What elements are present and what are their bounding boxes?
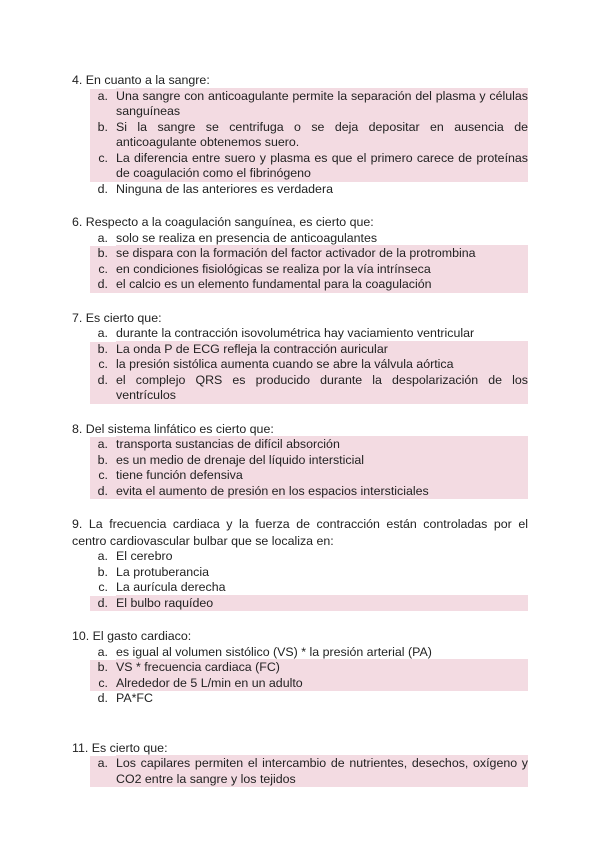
marker-gap: [108, 277, 116, 293]
answer-options: [72, 549, 528, 611]
marker-gap: [108, 676, 116, 692]
answer-option: [72, 549, 528, 565]
question-block: [72, 740, 528, 788]
answer-option: [72, 182, 528, 198]
option-text: evita el aumento de presión en los espacios intersticiales: [116, 484, 528, 500]
question-block: [72, 628, 528, 707]
marker-gap: [108, 756, 116, 787]
option-marker: b.: [90, 246, 108, 262]
answer-option: [72, 120, 528, 151]
option-marker: c.: [90, 151, 108, 182]
question-text: 9. La frecuencia cardiaca y la fuerza de contracción están controladas por el centro cardiovascular bulbar que se localiza en:: [72, 517, 528, 548]
answer-option: [72, 246, 528, 262]
answer-option: [72, 89, 528, 120]
question-text: 7. Es cierto que:: [72, 310, 162, 325]
answer-option: [72, 565, 528, 581]
marker-gap: [108, 453, 116, 469]
marker-gap: [108, 565, 116, 581]
option-text: La protuberancia: [116, 564, 209, 579]
answer-option: [72, 277, 528, 293]
marker-gap: [108, 262, 116, 278]
answer-option: [72, 645, 528, 661]
option-text: VS * frecuencia cardiaca (FC): [116, 660, 528, 676]
marker-gap: [108, 691, 116, 707]
marker-gap: [108, 484, 116, 500]
option-text: La onda P de ECG refleja la contracción auricular: [116, 342, 528, 358]
option-text: PA*FC: [116, 691, 153, 705]
option-marker: d.: [90, 596, 108, 612]
answer-option: [72, 453, 528, 469]
marker-gap: [108, 151, 116, 182]
option-text: El bulbo raquídeo: [116, 596, 528, 612]
answer-option: [72, 580, 528, 596]
option-marker: b.: [90, 120, 108, 151]
answer-option: [72, 231, 528, 247]
answer-options: [72, 437, 528, 499]
question-block: [72, 310, 528, 404]
option-text: la presión sistólica aumenta cuando se abre la válvula aórtica: [116, 357, 528, 373]
marker-gap: [108, 342, 116, 358]
option-text: El cerebro: [116, 549, 173, 563]
option-marker: a.: [97, 326, 108, 340]
option-text: La diferencia entre suero y plasma es que el primero carece de proteínas de coagulación como el fibrinógeno: [116, 150, 528, 180]
answer-option: [72, 151, 528, 182]
option-text: Una sangre con anticoagulante permite la separación del plasma y células sanguíneas: [116, 88, 528, 118]
option-marker: d.: [90, 373, 108, 404]
answer-option: [72, 468, 528, 484]
answer-option: [72, 357, 528, 373]
option-marker: b.: [90, 453, 108, 469]
answer-option: [72, 676, 528, 692]
question-text: 4. En cuanto a la sangre:: [72, 73, 210, 87]
option-marker: a.: [97, 549, 108, 563]
option-marker: d.: [90, 277, 108, 293]
answer-options: [72, 89, 528, 198]
marker-gap: [108, 549, 116, 565]
marker-gap: [108, 645, 116, 661]
option-text: se dispara con la formación del factor activador de la protrombina: [116, 246, 528, 262]
marker-gap: [108, 246, 116, 262]
answer-option: [72, 660, 528, 676]
marker-gap: [108, 468, 116, 484]
question-text: 10. El gasto cardiaco:: [72, 629, 192, 643]
option-text: es igual al volumen sistólico (VS) * la presión arterial (PA): [116, 644, 432, 659]
answer-options: [72, 756, 528, 787]
option-marker: c.: [90, 357, 108, 373]
option-text: el complejo QRS es producido durante la despolarización de los ventrículos: [116, 372, 528, 402]
question-text: 11. Es cierto que:: [72, 740, 168, 755]
option-text: en condiciones fisiológicas se realiza por la vía intrínseca: [116, 262, 528, 278]
marker-gap: [108, 326, 116, 342]
marker-gap: [108, 437, 116, 453]
marker-gap: [108, 580, 116, 596]
option-marker: a.: [97, 230, 108, 245]
marker-gap: [108, 120, 116, 151]
question-block: [72, 421, 528, 500]
option-text: solo se realiza en presencia de anticoagulantes: [116, 230, 378, 245]
option-text: Ninguna de las anteriores es verdadera: [116, 181, 333, 196]
answer-options: [72, 326, 528, 404]
option-marker: a.: [90, 89, 108, 120]
option-marker: b.: [97, 564, 108, 579]
option-marker: d.: [97, 181, 108, 196]
marker-gap: [108, 373, 116, 404]
option-marker: d.: [90, 484, 108, 500]
option-marker: a.: [90, 437, 108, 453]
answer-option: [72, 437, 528, 453]
marker-gap: [108, 89, 116, 120]
question-block: [72, 516, 528, 611]
question-block: [72, 72, 528, 197]
marker-gap: [108, 231, 116, 247]
answer-option: [72, 756, 528, 787]
option-text: tiene función defensiva: [116, 468, 528, 484]
option-marker: c.: [90, 676, 108, 692]
option-text: es un medio de drenaje del líquido intersticial: [116, 453, 528, 469]
option-text: Si la sangre se centrifuga o se deja depositar en ausencia de anticoagulante obtenemos suero.: [116, 119, 528, 149]
option-marker: a.: [97, 644, 108, 659]
document-body: [72, 72, 528, 804]
option-marker: b.: [90, 342, 108, 358]
option-text: durante la contracción isovolumétrica hay vaciamiento ventricular: [116, 326, 475, 340]
answer-options: [72, 231, 528, 293]
option-marker: c.: [90, 468, 108, 484]
option-text: Los capilares permiten el intercambio de nutrientes, desechos, oxígeno y CO2 entre la sangre y los tejidos: [116, 756, 528, 786]
option-marker: a.: [90, 756, 108, 787]
answer-option: [72, 484, 528, 500]
answer-option: [72, 262, 528, 278]
answer-option: [72, 326, 528, 342]
answer-option: [72, 373, 528, 404]
option-marker: b.: [90, 660, 108, 676]
marker-gap: [108, 357, 116, 373]
option-marker: c.: [98, 580, 108, 594]
question-text: 8. Del sistema linfático es cierto que:: [72, 421, 274, 436]
answer-option: [72, 342, 528, 358]
option-text: el calcio es un elemento fundamental para la coagulación: [116, 277, 528, 293]
marker-gap: [108, 182, 116, 198]
marker-gap: [108, 596, 116, 612]
option-text: transporta sustancias de difícil absorción: [116, 437, 528, 453]
question-block: [72, 214, 528, 293]
option-text: Alrededor de 5 L/min en un adulto: [116, 676, 528, 692]
option-marker: c.: [90, 262, 108, 278]
answer-option: [72, 691, 528, 707]
spacer: [72, 724, 528, 740]
option-text: La aurícula derecha: [116, 580, 226, 594]
answer-options: [72, 645, 528, 707]
option-marker: d.: [97, 691, 108, 705]
marker-gap: [108, 660, 116, 676]
answer-option: [72, 596, 528, 612]
question-text: 6. Respecto a la coagulación sanguínea, es cierto que:: [72, 215, 374, 229]
